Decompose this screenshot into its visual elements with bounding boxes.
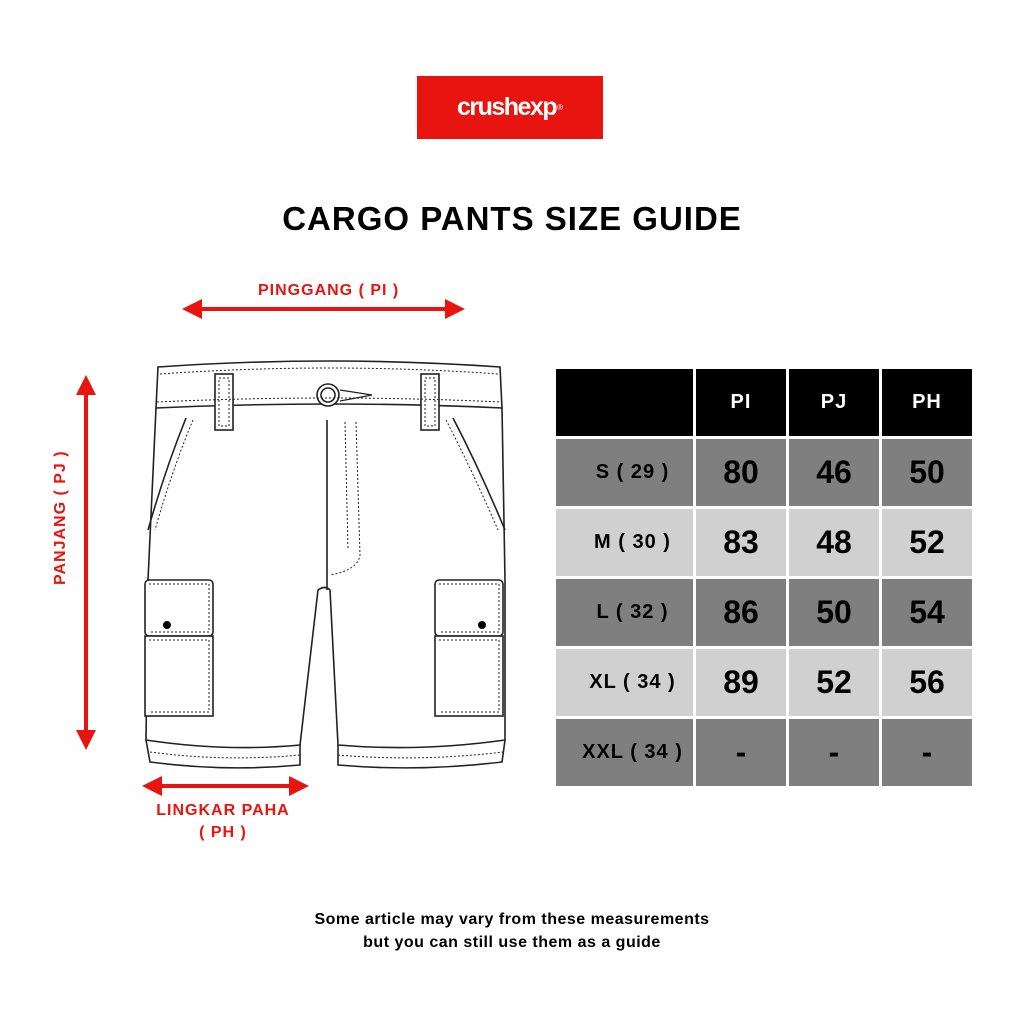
- ph-cell: 52: [882, 509, 972, 576]
- pi-cell: 83: [696, 509, 786, 576]
- table-row: [556, 439, 972, 506]
- ph-cell: 50: [882, 439, 972, 506]
- ph-cell: 54: [882, 579, 972, 646]
- disclaimer-line2: but you can still use them as a guide: [363, 934, 661, 951]
- right-pocket-snap: [478, 621, 486, 629]
- pi-cell: 89: [696, 649, 786, 716]
- size-cell: M ( 30 ): [556, 509, 693, 576]
- brand-name: crushexp: [456, 93, 557, 121]
- length-label: PANJANG ( PJ ): [52, 450, 69, 585]
- size-cell: L ( 32 ): [556, 579, 693, 646]
- ph-cell: -: [882, 719, 972, 786]
- length-arrow: [76, 375, 96, 750]
- pi-cell: -: [696, 719, 786, 786]
- pi-cell: 86: [696, 579, 786, 646]
- cargo-shorts-outline: [145, 361, 505, 768]
- table-row: [556, 579, 972, 646]
- table-row: [556, 649, 972, 716]
- thigh-label-line2: ( PH ): [199, 824, 247, 841]
- pj-cell: 48: [789, 509, 879, 576]
- header-cell-pj: PJ: [789, 369, 879, 436]
- thigh-arrow: [142, 776, 309, 796]
- thigh-label: [138, 800, 308, 844]
- header-cell-ph: PH: [882, 369, 972, 436]
- header-cell-pi: PI: [696, 369, 786, 436]
- thigh-label-line1: LINGKAR PAHA: [156, 802, 290, 819]
- left-pocket-snap: [163, 621, 171, 629]
- pi-cell: 80: [696, 439, 786, 506]
- disclaimer-line1: Some article may vary from these measurements: [314, 911, 710, 928]
- table-row: [556, 509, 972, 576]
- waist-arrow: [182, 299, 465, 319]
- header-cell-size: [556, 369, 693, 436]
- pj-cell: 52: [789, 649, 879, 716]
- waist-label: PINGGANG ( PI ): [258, 282, 400, 299]
- page-title: CARGO PANTS SIZE GUIDE: [282, 200, 742, 237]
- pj-cell: -: [789, 719, 879, 786]
- pj-cell: 50: [789, 579, 879, 646]
- pj-cell: 46: [789, 439, 879, 506]
- table-row: [556, 719, 972, 786]
- disclaimer-note: [0, 908, 1024, 954]
- size-cell: XL ( 34 ): [556, 649, 693, 716]
- size-table: [553, 366, 975, 789]
- size-cell: S ( 29 ): [556, 439, 693, 506]
- registered-mark: ®: [557, 103, 564, 112]
- ph-cell: 56: [882, 649, 972, 716]
- size-cell: XXL ( 34 ): [556, 719, 693, 786]
- table-header-row: [556, 369, 972, 436]
